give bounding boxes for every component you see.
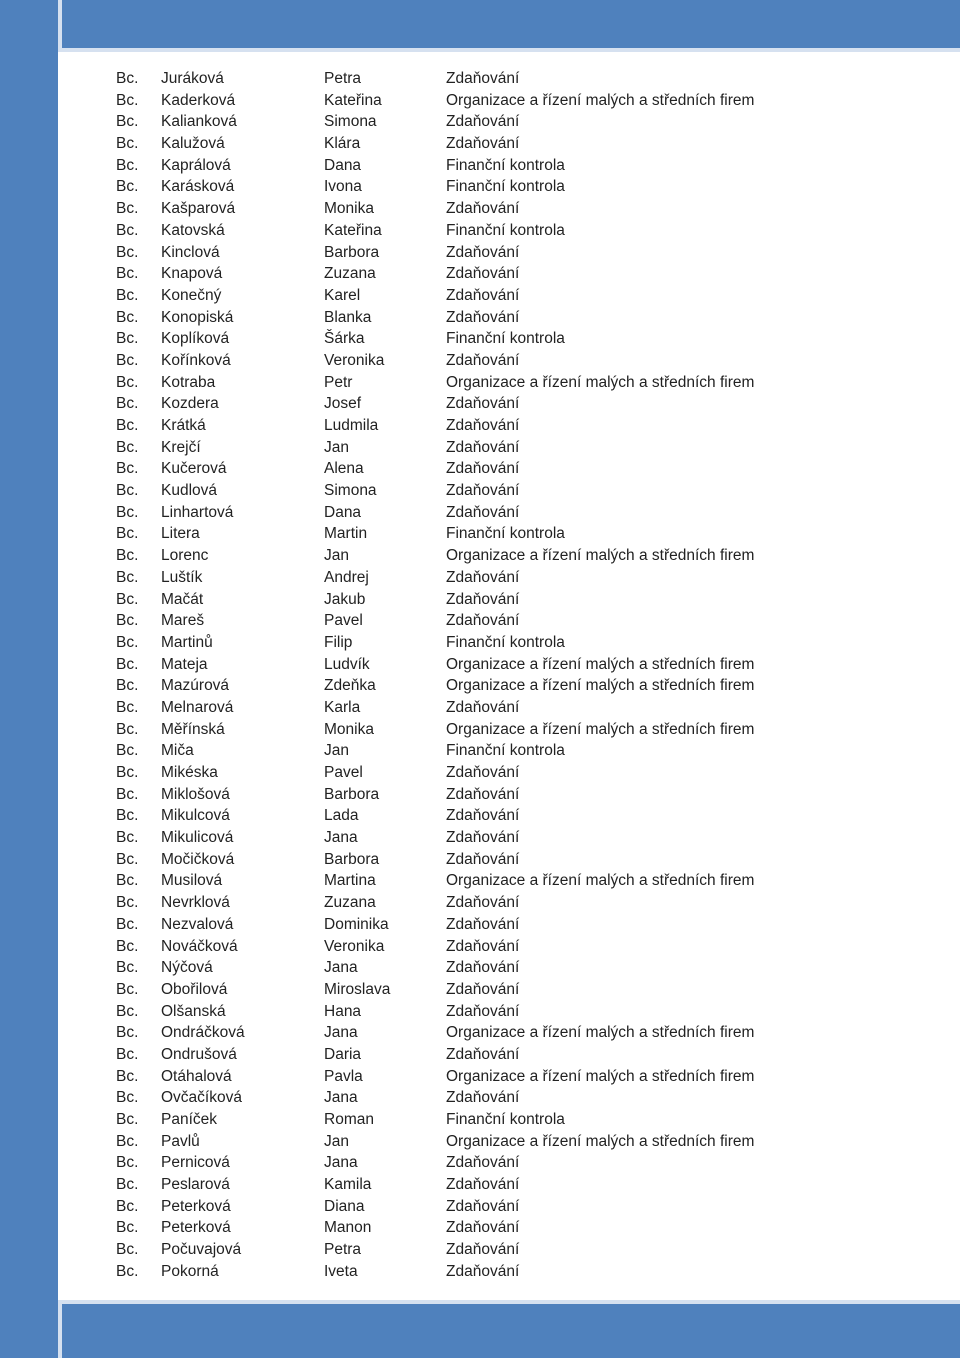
list-item	[116, 1131, 936, 1153]
study-program: Zdaňování	[446, 1154, 520, 1172]
study-program: Zdaňování	[446, 807, 520, 825]
degree-title: Bc.	[116, 1024, 139, 1042]
first-name: Roman	[324, 1111, 374, 1128]
first-name: Iveta	[324, 1262, 358, 1280]
surname: Kotraba	[161, 373, 216, 391]
degree-title: Bc.	[116, 1241, 139, 1259]
study-program: Zdaňování	[446, 243, 520, 261]
list-item	[116, 827, 936, 849]
degree-title: Bc.	[116, 200, 139, 218]
degree-title: Bc.	[116, 503, 139, 521]
surname: Mazúrová	[161, 677, 230, 695]
degree-title: Bc.	[116, 547, 139, 565]
surname: Kaderková	[161, 91, 236, 109]
list-item	[116, 545, 936, 567]
surname: Konopiská	[161, 308, 234, 326]
degree-title: Bc.	[116, 568, 139, 586]
surname: Ondrušová	[161, 1045, 237, 1063]
degree-title: Bc.	[116, 113, 139, 131]
first-name: Simona	[324, 113, 377, 131]
degree-title: Bc.	[116, 1219, 139, 1237]
degree-title: Bc.	[116, 351, 139, 369]
degree-title: Bc.	[116, 980, 139, 998]
list-item	[116, 1001, 936, 1023]
study-program: Zdaňování	[446, 1197, 520, 1215]
list-item	[116, 697, 936, 719]
degree-title: Bc.	[116, 850, 139, 868]
surname: Počuvajová	[161, 1241, 242, 1259]
first-name: Petra	[324, 1241, 362, 1259]
first-name: Blanka	[324, 308, 372, 326]
page-header-band	[58, 0, 960, 52]
first-name: Klára	[324, 135, 361, 153]
first-name: Kateřina	[324, 221, 382, 239]
surname: Litera	[161, 525, 200, 543]
study-program: Organizace a řízení malých a středních firem	[446, 91, 755, 109]
first-name: Jakub	[324, 590, 366, 608]
first-name: Barbora	[324, 785, 380, 803]
first-name: Miroslava	[324, 980, 391, 998]
list-item	[116, 68, 936, 90]
degree-title: Bc.	[116, 395, 139, 413]
list-item	[116, 458, 936, 480]
first-name: Monika	[324, 720, 374, 738]
study-program: Finanční kontrola	[446, 1111, 565, 1128]
first-name: Pavel	[324, 764, 363, 781]
list-item	[116, 892, 936, 914]
study-program: Organizace a řízení malých a středních firem	[446, 1067, 755, 1085]
degree-title: Bc.	[116, 894, 139, 912]
list-item	[116, 849, 936, 871]
first-name: Zdeňka	[324, 677, 376, 695]
study-program: Organizace a řízení malých a středních firem	[446, 1024, 755, 1042]
list-item	[116, 805, 936, 827]
list-item	[116, 155, 936, 177]
first-name: Jan	[324, 547, 349, 565]
surname: Obořilová	[161, 980, 228, 998]
first-name: Daria	[324, 1045, 362, 1063]
degree-title: Bc.	[116, 612, 139, 630]
first-name: Martina	[324, 872, 376, 890]
study-program: Finanční kontrola	[446, 525, 565, 543]
study-program: Zdaňování	[446, 980, 520, 998]
surname: Měřínská	[161, 720, 225, 738]
degree-title: Bc.	[116, 265, 139, 283]
study-program: Zdaňování	[446, 1045, 520, 1063]
surname: Melnarová	[161, 698, 234, 716]
surname: Kaprálová	[161, 156, 231, 174]
first-name: Martin	[324, 525, 368, 543]
list-item	[116, 740, 936, 762]
study-program: Organizace a řízení malých a středních firem	[446, 720, 755, 738]
study-program: Organizace a řízení malých a středních firem	[446, 373, 755, 391]
list-item	[116, 675, 936, 697]
list-item	[116, 242, 936, 264]
first-name: Veronika	[324, 351, 385, 369]
study-program: Zdaňování	[446, 959, 520, 977]
study-program: Finanční kontrola	[446, 221, 565, 239]
surname: Močičková	[161, 850, 235, 868]
list-item	[116, 762, 936, 784]
study-program: Organizace a řízení malých a středních firem	[446, 1132, 755, 1150]
degree-title: Bc.	[116, 655, 139, 673]
first-name: Monika	[324, 200, 374, 218]
list-item	[116, 502, 936, 524]
first-name: Jan	[324, 1132, 349, 1150]
surname: Luštík	[161, 568, 203, 586]
degree-title: Bc.	[116, 330, 139, 348]
surname: Krejčí	[161, 438, 201, 456]
list-item	[116, 285, 936, 307]
degree-title: Bc.	[116, 221, 139, 239]
list-item	[116, 654, 936, 676]
first-name: Diana	[324, 1197, 365, 1215]
list-item	[116, 1239, 936, 1261]
study-program: Zdaňování	[446, 265, 520, 283]
degree-title: Bc.	[116, 742, 139, 760]
study-program: Zdaňování	[446, 1176, 520, 1194]
first-name: Jana	[324, 959, 358, 977]
list-item	[116, 936, 936, 958]
study-program: Zdaňování	[446, 438, 520, 456]
surname: Mikéska	[161, 764, 218, 781]
study-program: Zdaňování	[446, 200, 520, 218]
surname: Paníček	[161, 1111, 218, 1128]
list-item	[116, 914, 936, 936]
first-name: Dominika	[324, 915, 389, 933]
surname: Kinclová	[161, 243, 220, 261]
study-program: Zdaňování	[446, 937, 520, 955]
first-name: Petr	[324, 373, 353, 391]
surname: Mačát	[161, 590, 204, 608]
surname: Nezvalová	[161, 915, 234, 933]
page-footer-band	[58, 1300, 960, 1358]
study-program: Zdaňování	[446, 915, 520, 933]
surname: Pavlů	[161, 1132, 200, 1150]
degree-title: Bc.	[116, 1045, 139, 1063]
degree-title: Bc.	[116, 417, 139, 434]
first-name: Jana	[324, 1024, 358, 1042]
surname: Kalianková	[161, 113, 237, 131]
study-program: Zdaňování	[446, 764, 520, 781]
list-item	[116, 198, 936, 220]
list-item	[116, 1044, 936, 1066]
list-item	[116, 784, 936, 806]
study-program: Organizace a řízení malých a středních firem	[446, 655, 755, 673]
degree-title: Bc.	[116, 915, 139, 933]
degree-title: Bc.	[116, 1089, 139, 1107]
list-item	[116, 307, 936, 329]
surname: Nováčková	[161, 937, 238, 955]
first-name: Jan	[324, 742, 349, 760]
degree-title: Bc.	[116, 156, 139, 174]
list-item	[116, 1152, 936, 1174]
first-name: Petra	[324, 70, 362, 87]
study-program: Zdaňování	[446, 785, 520, 803]
surname: Knapová	[161, 265, 223, 283]
surname: Otáhalová	[161, 1067, 232, 1085]
degree-title: Bc.	[116, 438, 139, 456]
list-item	[116, 1174, 936, 1196]
first-name: Jana	[324, 829, 358, 847]
surname: Konečný	[161, 286, 222, 304]
list-item	[116, 632, 936, 654]
first-name: Manon	[324, 1219, 372, 1237]
list-item	[116, 1196, 936, 1218]
study-program: Zdaňování	[446, 70, 520, 87]
study-program: Finanční kontrola	[446, 178, 565, 196]
list-item	[116, 567, 936, 589]
study-program: Zdaňování	[446, 286, 520, 304]
list-item	[116, 1087, 936, 1109]
degree-title: Bc.	[116, 1111, 139, 1128]
degree-title: Bc.	[116, 1067, 139, 1085]
first-name: Veronika	[324, 937, 385, 955]
first-name: Simona	[324, 482, 377, 500]
list-item	[116, 133, 936, 155]
degree-title: Bc.	[116, 872, 139, 890]
list-item	[116, 1109, 936, 1131]
surname: Olšanská	[161, 1002, 226, 1020]
list-item	[116, 372, 936, 394]
study-program: Zdaňování	[446, 460, 520, 478]
first-name: Ludvík	[324, 655, 370, 673]
degree-title: Bc.	[116, 1197, 139, 1215]
degree-title: Bc.	[116, 70, 139, 87]
degree-title: Bc.	[116, 807, 139, 825]
first-name: Alena	[324, 460, 364, 478]
study-program: Zdaňování	[446, 1219, 520, 1237]
first-name: Zuzana	[324, 265, 376, 283]
first-name: Dana	[324, 156, 362, 174]
degree-title: Bc.	[116, 677, 139, 695]
surname: Krátká	[161, 417, 206, 434]
list-item	[116, 437, 936, 459]
surname: Nýčová	[161, 959, 213, 977]
first-name: Kateřina	[324, 91, 382, 109]
study-program: Finanční kontrola	[446, 633, 565, 651]
first-name: Karla	[324, 698, 361, 716]
degree-title: Bc.	[116, 1154, 139, 1172]
surname: Kašparová	[161, 200, 236, 218]
first-name: Karel	[324, 286, 361, 304]
list-item	[116, 350, 936, 372]
first-name: Šárka	[324, 330, 365, 348]
surname: Miča	[161, 742, 194, 760]
degree-title: Bc.	[116, 178, 139, 196]
list-item	[116, 263, 936, 285]
surname: Koplíková	[161, 330, 230, 348]
degree-title: Bc.	[116, 482, 139, 500]
surname: Lorenc	[161, 547, 209, 565]
degree-title: Bc.	[116, 243, 139, 261]
list-item	[116, 589, 936, 611]
list-item	[116, 220, 936, 242]
list-item	[116, 480, 936, 502]
degree-title: Bc.	[116, 1002, 139, 1020]
study-program: Zdaňování	[446, 135, 520, 153]
study-program: Zdaňování	[446, 417, 520, 434]
list-item	[116, 610, 936, 632]
surname: Martinů	[161, 633, 213, 651]
study-program: Zdaňování	[446, 351, 520, 369]
first-name: Dana	[324, 503, 362, 521]
study-program: Zdaňování	[446, 1241, 520, 1259]
surname: Ovčačíková	[161, 1089, 242, 1107]
student-list	[116, 68, 936, 1283]
study-program: Zdaňování	[446, 612, 520, 630]
page-border-left	[0, 0, 58, 1358]
degree-title: Bc.	[116, 373, 139, 391]
degree-title: Bc.	[116, 460, 139, 478]
first-name: Barbora	[324, 243, 380, 261]
study-program: Zdaňování	[446, 590, 520, 608]
surname: Mikulcová	[161, 807, 230, 825]
study-program: Zdaňování	[446, 482, 520, 500]
list-item	[116, 1261, 936, 1283]
surname: Karásková	[161, 178, 235, 196]
study-program: Zdaňování	[446, 395, 520, 413]
surname: Mikulicová	[161, 829, 234, 847]
degree-title: Bc.	[116, 308, 139, 326]
surname: Kalužová	[161, 135, 225, 153]
study-program: Zdaňování	[446, 1089, 520, 1107]
list-item	[116, 523, 936, 545]
surname: Musilová	[161, 872, 223, 890]
first-name: Lada	[324, 807, 359, 825]
surname: Juráková	[161, 70, 224, 87]
surname: Nevrklová	[161, 894, 230, 912]
degree-title: Bc.	[116, 1262, 139, 1280]
first-name: Kamila	[324, 1176, 372, 1194]
surname: Peslarová	[161, 1176, 230, 1194]
list-item	[116, 393, 936, 415]
study-program: Organizace a řízení malých a středních firem	[446, 872, 755, 890]
list-item	[116, 870, 936, 892]
degree-title: Bc.	[116, 698, 139, 716]
list-item	[116, 979, 936, 1001]
surname: Pernicová	[161, 1154, 230, 1172]
list-item	[116, 719, 936, 741]
list-item	[116, 176, 936, 198]
study-program: Organizace a řízení malých a středních firem	[446, 547, 755, 565]
first-name: Pavla	[324, 1067, 363, 1085]
study-program: Organizace a řízení malých a středních firem	[446, 677, 755, 695]
degree-title: Bc.	[116, 829, 139, 847]
list-item	[116, 957, 936, 979]
degree-title: Bc.	[116, 590, 139, 608]
surname: Kučerová	[161, 460, 227, 478]
surname: Linhartová	[161, 503, 234, 521]
study-program: Zdaňování	[446, 850, 520, 868]
surname: Ondráčková	[161, 1024, 245, 1042]
study-program: Zdaňování	[446, 503, 520, 521]
degree-title: Bc.	[116, 286, 139, 304]
list-item	[116, 1022, 936, 1044]
degree-title: Bc.	[116, 764, 139, 781]
surname: Mateja	[161, 655, 208, 673]
first-name: Jan	[324, 438, 349, 456]
study-program: Zdaňování	[446, 1262, 520, 1280]
surname: Katovská	[161, 221, 225, 239]
degree-title: Bc.	[116, 959, 139, 977]
first-name: Ivona	[324, 178, 362, 196]
surname: Kudlová	[161, 482, 218, 500]
list-item	[116, 90, 936, 112]
first-name: Ludmila	[324, 417, 379, 434]
first-name: Pavel	[324, 612, 363, 630]
degree-title: Bc.	[116, 91, 139, 109]
study-program: Zdaňování	[446, 698, 520, 716]
list-item	[116, 111, 936, 133]
study-program: Finanční kontrola	[446, 330, 565, 348]
first-name: Barbora	[324, 850, 380, 868]
degree-title: Bc.	[116, 525, 139, 543]
degree-title: Bc.	[116, 1132, 139, 1150]
study-program: Finanční kontrola	[446, 742, 565, 760]
first-name: Jana	[324, 1154, 358, 1172]
first-name: Josef	[324, 395, 362, 413]
list-item	[116, 328, 936, 350]
surname: Pokorná	[161, 1262, 219, 1280]
study-program: Zdaňování	[446, 1002, 520, 1020]
first-name: Andrej	[324, 568, 369, 586]
study-program: Zdaňování	[446, 568, 520, 586]
study-program: Zdaňování	[446, 308, 520, 326]
first-name: Zuzana	[324, 894, 376, 912]
first-name: Jana	[324, 1089, 358, 1107]
surname: Miklošová	[161, 785, 230, 803]
surname: Kořínková	[161, 351, 231, 369]
list-item	[116, 415, 936, 437]
degree-title: Bc.	[116, 937, 139, 955]
study-program: Zdaňování	[446, 894, 520, 912]
degree-title: Bc.	[116, 1176, 139, 1194]
list-item	[116, 1217, 936, 1239]
degree-title: Bc.	[116, 785, 139, 803]
first-name: Hana	[324, 1002, 362, 1020]
surname: Kozdera	[161, 395, 219, 413]
list-item	[116, 1066, 936, 1088]
degree-title: Bc.	[116, 633, 139, 651]
surname: Peterková	[161, 1219, 231, 1237]
degree-title: Bc.	[116, 135, 139, 153]
study-program: Finanční kontrola	[446, 156, 565, 174]
surname: Mareš	[161, 612, 205, 630]
surname: Peterková	[161, 1197, 231, 1215]
degree-title: Bc.	[116, 720, 139, 738]
study-program: Zdaňování	[446, 829, 520, 847]
study-program: Zdaňování	[446, 113, 520, 131]
first-name: Filip	[324, 633, 353, 651]
